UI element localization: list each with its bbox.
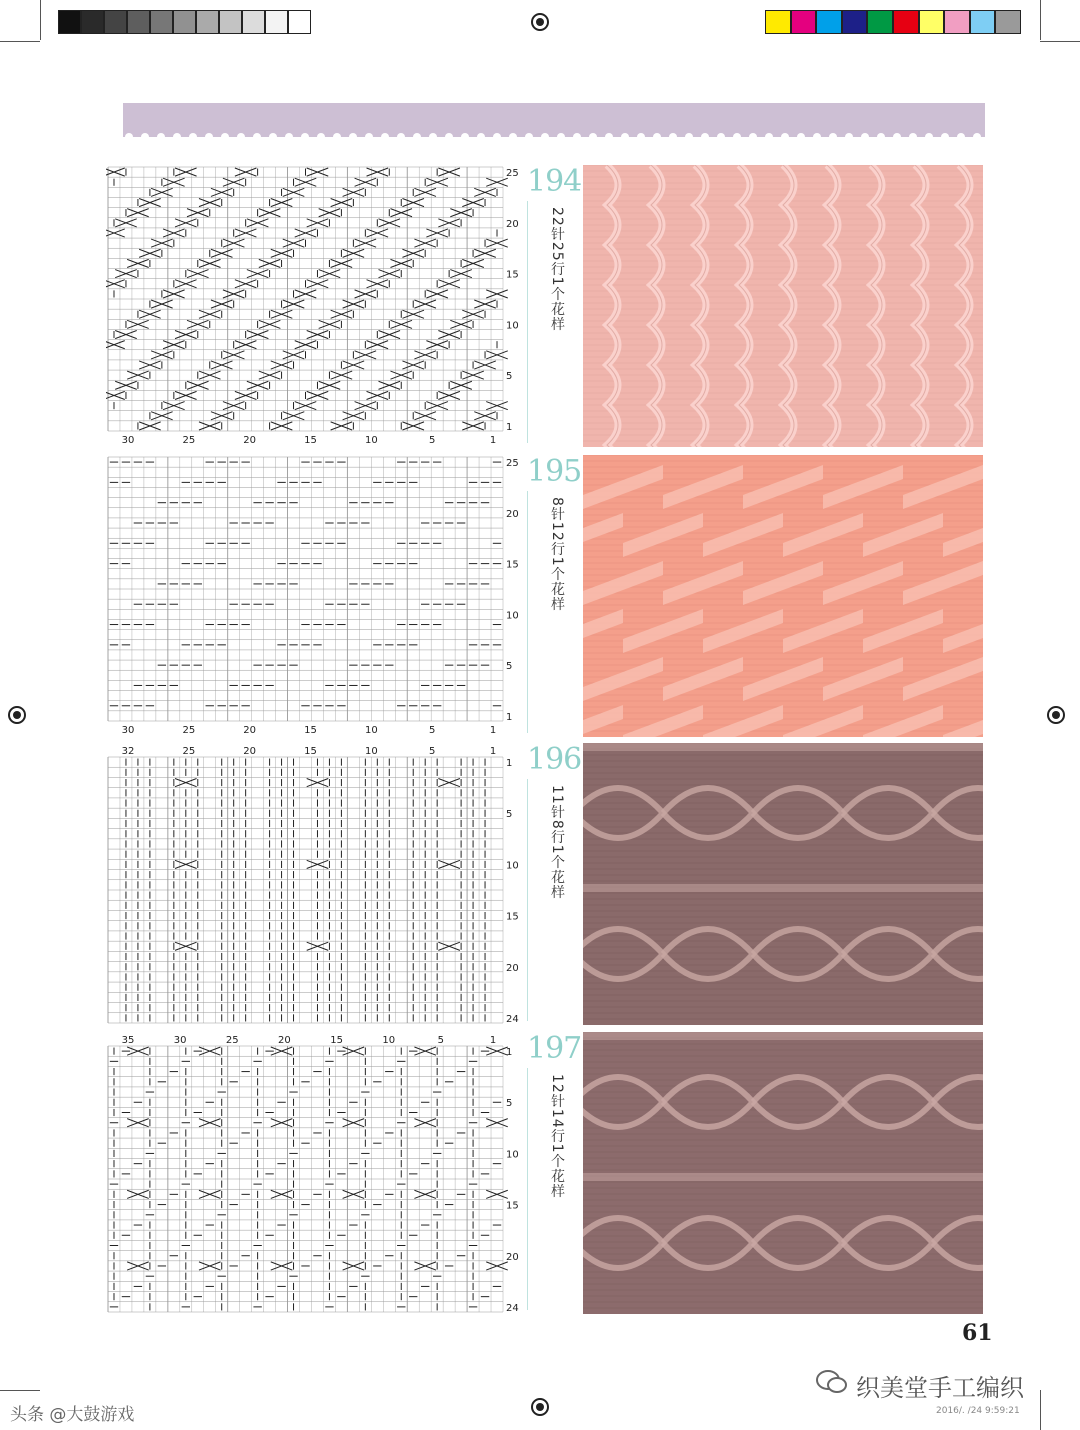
gray-swatch xyxy=(173,10,196,34)
column-label: 25 xyxy=(182,725,196,736)
column-label: 32 xyxy=(121,746,135,757)
crop-mark xyxy=(0,1390,40,1391)
column-label: 1 xyxy=(489,725,497,736)
swatch-photo-195 xyxy=(583,455,983,737)
watermark-left-text: 头条 @大鼓游戏 xyxy=(10,1405,135,1425)
row-label: 15 xyxy=(506,911,519,923)
row-label: 1 xyxy=(506,422,513,433)
column-label: 25 xyxy=(225,1035,239,1046)
column-label: 5 xyxy=(428,435,436,446)
color-swatch xyxy=(919,10,945,34)
column-label: 35 xyxy=(121,1035,135,1046)
gray-swatch xyxy=(58,10,81,34)
gray-swatch xyxy=(265,10,288,34)
gray-swatch xyxy=(288,10,311,34)
page-number: 61 xyxy=(962,1320,993,1346)
chat-bubble-icon xyxy=(815,1369,849,1395)
gray-swatch xyxy=(219,10,242,34)
registration-mark-right xyxy=(1047,706,1065,724)
column-label: 30 xyxy=(121,435,135,446)
gray-swatch xyxy=(81,10,104,34)
column-label: 20 xyxy=(243,725,257,736)
color-swatch xyxy=(893,10,919,34)
knitting-chart-grid xyxy=(106,165,521,447)
row-label: 20 xyxy=(506,1251,519,1263)
knitting-chart-grid xyxy=(106,455,521,737)
column-label: 30 xyxy=(121,725,135,736)
crop-mark xyxy=(0,41,40,42)
column-label: 10 xyxy=(364,725,378,736)
row-label: 24 xyxy=(506,1014,519,1025)
swatch-photo-197 xyxy=(583,1032,983,1314)
column-label: 20 xyxy=(243,746,257,757)
swatch-photo-194 xyxy=(583,165,983,447)
column-label: 10 xyxy=(364,435,378,446)
color-swatch xyxy=(816,10,842,34)
column-label: 30 xyxy=(173,1035,187,1046)
row-label: 1 xyxy=(506,758,513,769)
column-label: 10 xyxy=(364,746,378,757)
gray-swatch xyxy=(127,10,150,34)
column-label: 1 xyxy=(489,435,497,446)
column-label: 15 xyxy=(304,435,317,446)
crop-mark xyxy=(1040,1390,1041,1430)
registration-mark-bottom xyxy=(531,1398,549,1416)
row-label: 25 xyxy=(506,458,519,469)
column-label: 25 xyxy=(182,435,196,446)
color-swatch xyxy=(765,10,791,34)
column-label: 15 xyxy=(304,746,317,757)
color-swatch xyxy=(970,10,996,34)
pattern-number: 196 xyxy=(527,742,582,777)
gray-swatch xyxy=(242,10,265,34)
separator-line xyxy=(527,491,528,733)
registration-mark-left xyxy=(8,706,26,724)
header-scallop-border xyxy=(123,131,985,143)
watermark-logo xyxy=(815,1369,849,1395)
column-label: 15 xyxy=(304,725,317,736)
column-label: 15 xyxy=(330,1035,343,1046)
swatch-photo-196 xyxy=(583,743,983,1025)
print-info: 2016/. /24 9:59:21 xyxy=(936,1406,1020,1416)
chart-197 xyxy=(106,1032,521,1314)
row-label: 1 xyxy=(506,1047,513,1058)
chart-194 xyxy=(106,165,521,447)
row-label: 10 xyxy=(506,610,519,622)
chart-196 xyxy=(106,743,521,1025)
pattern-stitch-label: 12针14行1个花样 xyxy=(549,1074,565,1199)
column-label: 20 xyxy=(278,1035,291,1046)
column-label: 5 xyxy=(437,1035,445,1046)
row-label: 20 xyxy=(506,218,519,230)
row-label: 24 xyxy=(506,1303,519,1314)
gray-swatch xyxy=(196,10,219,34)
knitting-chart-grid xyxy=(106,743,521,1025)
registration-mark-top xyxy=(531,13,549,31)
color-swatch xyxy=(842,10,868,34)
chart-195 xyxy=(106,455,521,737)
gray-swatch xyxy=(104,10,127,34)
color-swatch xyxy=(791,10,817,34)
column-label: 20 xyxy=(243,435,257,446)
row-label: 20 xyxy=(506,508,519,520)
row-label: 10 xyxy=(506,860,519,872)
row-label: 15 xyxy=(506,1200,519,1212)
row-label: 5 xyxy=(506,809,513,821)
row-label: 5 xyxy=(506,661,513,673)
pattern-stitch-label: 22针25行1个花样 xyxy=(549,207,565,332)
crop-mark xyxy=(1040,0,1041,40)
row-label: 5 xyxy=(506,1098,513,1110)
row-label: 10 xyxy=(506,1149,519,1161)
separator-line xyxy=(527,779,528,1021)
knitting-chart-grid xyxy=(106,1032,521,1314)
color-swatch xyxy=(867,10,893,34)
column-label: 10 xyxy=(382,1035,396,1046)
pattern-stitch-label: 8针12行1个花样 xyxy=(549,497,565,612)
row-label: 1 xyxy=(506,712,513,723)
row-label: 25 xyxy=(506,168,519,179)
pattern-number: 197 xyxy=(527,1031,582,1066)
watermark-right-text: 织美堂手工编织 xyxy=(856,1374,1024,1402)
separator-line xyxy=(527,1068,528,1310)
color-swatch xyxy=(944,10,970,34)
pattern-number: 194 xyxy=(527,164,582,199)
crop-mark xyxy=(1040,41,1080,42)
pattern-stitch-label: 11针8行1个花样 xyxy=(549,785,565,900)
row-label: 10 xyxy=(506,320,519,332)
color-swatch xyxy=(995,10,1021,34)
row-label: 20 xyxy=(506,962,519,974)
pattern-number: 195 xyxy=(527,454,582,489)
separator-line xyxy=(527,201,528,443)
row-label: 15 xyxy=(506,269,519,281)
row-label: 5 xyxy=(506,371,513,383)
column-label: 1 xyxy=(489,746,497,757)
column-label: 5 xyxy=(428,746,436,757)
row-label: 15 xyxy=(506,559,519,571)
gray-swatch xyxy=(150,10,173,34)
column-label: 25 xyxy=(182,746,196,757)
column-label: 5 xyxy=(428,725,436,736)
crop-mark xyxy=(40,0,41,40)
column-label: 1 xyxy=(489,1035,497,1046)
